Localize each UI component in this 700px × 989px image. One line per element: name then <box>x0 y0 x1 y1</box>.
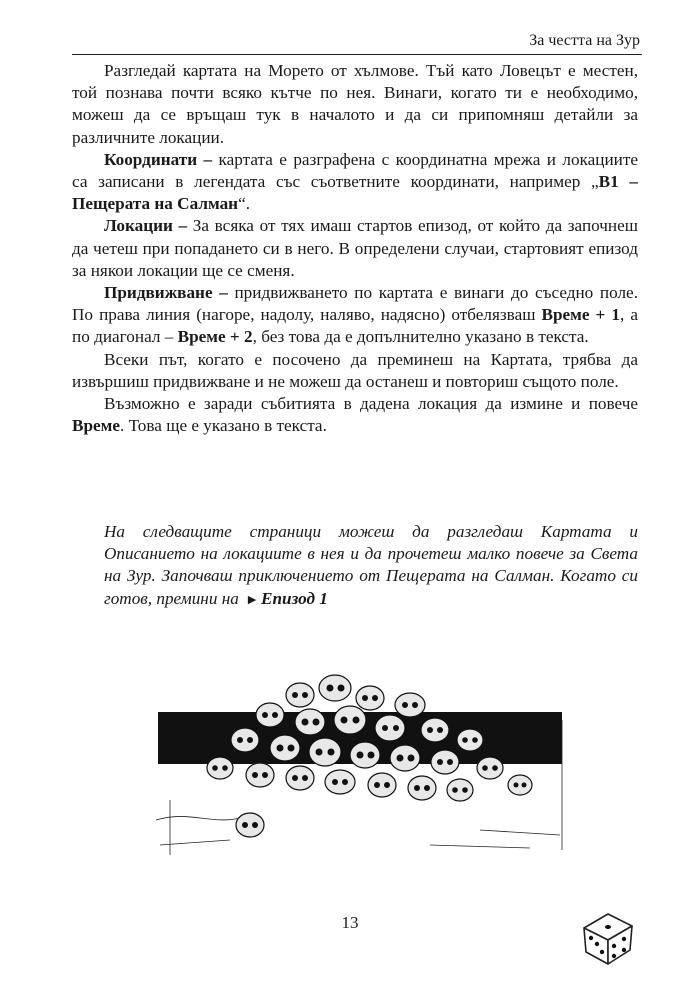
time-end: . Това ще е указано в текста. <box>120 416 327 436</box>
dice-icon <box>578 906 638 968</box>
time-paragraph <box>72 393 638 437</box>
episode-reference[interactable]: Епизод 1 <box>261 588 328 608</box>
running-header <box>72 30 642 55</box>
coordinates-text: картата е разграфена с координатна мрежа и локациите са записани в легендата със съответните координати, например „ <box>72 149 638 192</box>
coordinates-example: B1 – Пещерата на Салман <box>72 172 639 214</box>
movement-paragraph <box>72 282 638 349</box>
triangle-arrow-icon: ► <box>245 592 260 608</box>
locations-term: Локации – <box>104 216 188 236</box>
movement-text-c: , без това да е допълнително указано в текста. <box>252 327 589 347</box>
coordinates-end: “. <box>238 194 251 214</box>
intro-paragraph: Разгледай картата на Морето от хълмове. Тъй като Ловецът е местен, той познава почти всяко кътче по нея. Винаги, когато ти е необходимо, можеш да се връщаш тук в началото и да си припомняш детайли за различните локации. <box>72 61 638 147</box>
map-move-paragraph: Всеки път, когато е посочено да преминеш на Картата, трябва да извършиш придвижване и не можеш да останеш и повториш същото поле. <box>72 349 638 391</box>
time-text: Възможно е заради събитията в дадена локация да измине и повече <box>104 394 638 414</box>
movement-term: Придвижване – <box>104 283 228 303</box>
movement-text-b: , а по диагонал – <box>72 305 638 347</box>
movement-text-a: придвижването по картата е винаги до съседно поле. По права линия (нагоре, надолу, наляво, надясно) отбелязваш <box>72 283 638 325</box>
time-plus-two: Време + 2 <box>177 327 253 347</box>
locations-paragraph <box>72 215 638 282</box>
italic-instruction <box>104 521 638 612</box>
coordinates-paragraph <box>72 149 638 216</box>
locations-text: За всяка от тях имаш стартов епизод, от който да започнеш да четеш при попадането си в него. В определени случаи, стартовият епизод за някои локации ще се сменя. <box>72 216 638 280</box>
skull-pile-illustration <box>150 660 570 870</box>
time-plus-one: Време + 1 <box>541 305 620 325</box>
time-term: Време <box>72 416 120 436</box>
coordinates-term: Координати – <box>104 149 213 169</box>
book-title: За честта на Зур <box>529 32 640 49</box>
instruction-text: На следващите страници можеш да разгледаш Картата и Описанието на локациите в нея и да прочетеш малко повече за Света на Зур. Започваш приключението от Пещерата на Салман. Когато си готов, премини на <box>104 522 638 608</box>
body-text <box>72 60 638 437</box>
page-number: 13 <box>341 913 359 932</box>
